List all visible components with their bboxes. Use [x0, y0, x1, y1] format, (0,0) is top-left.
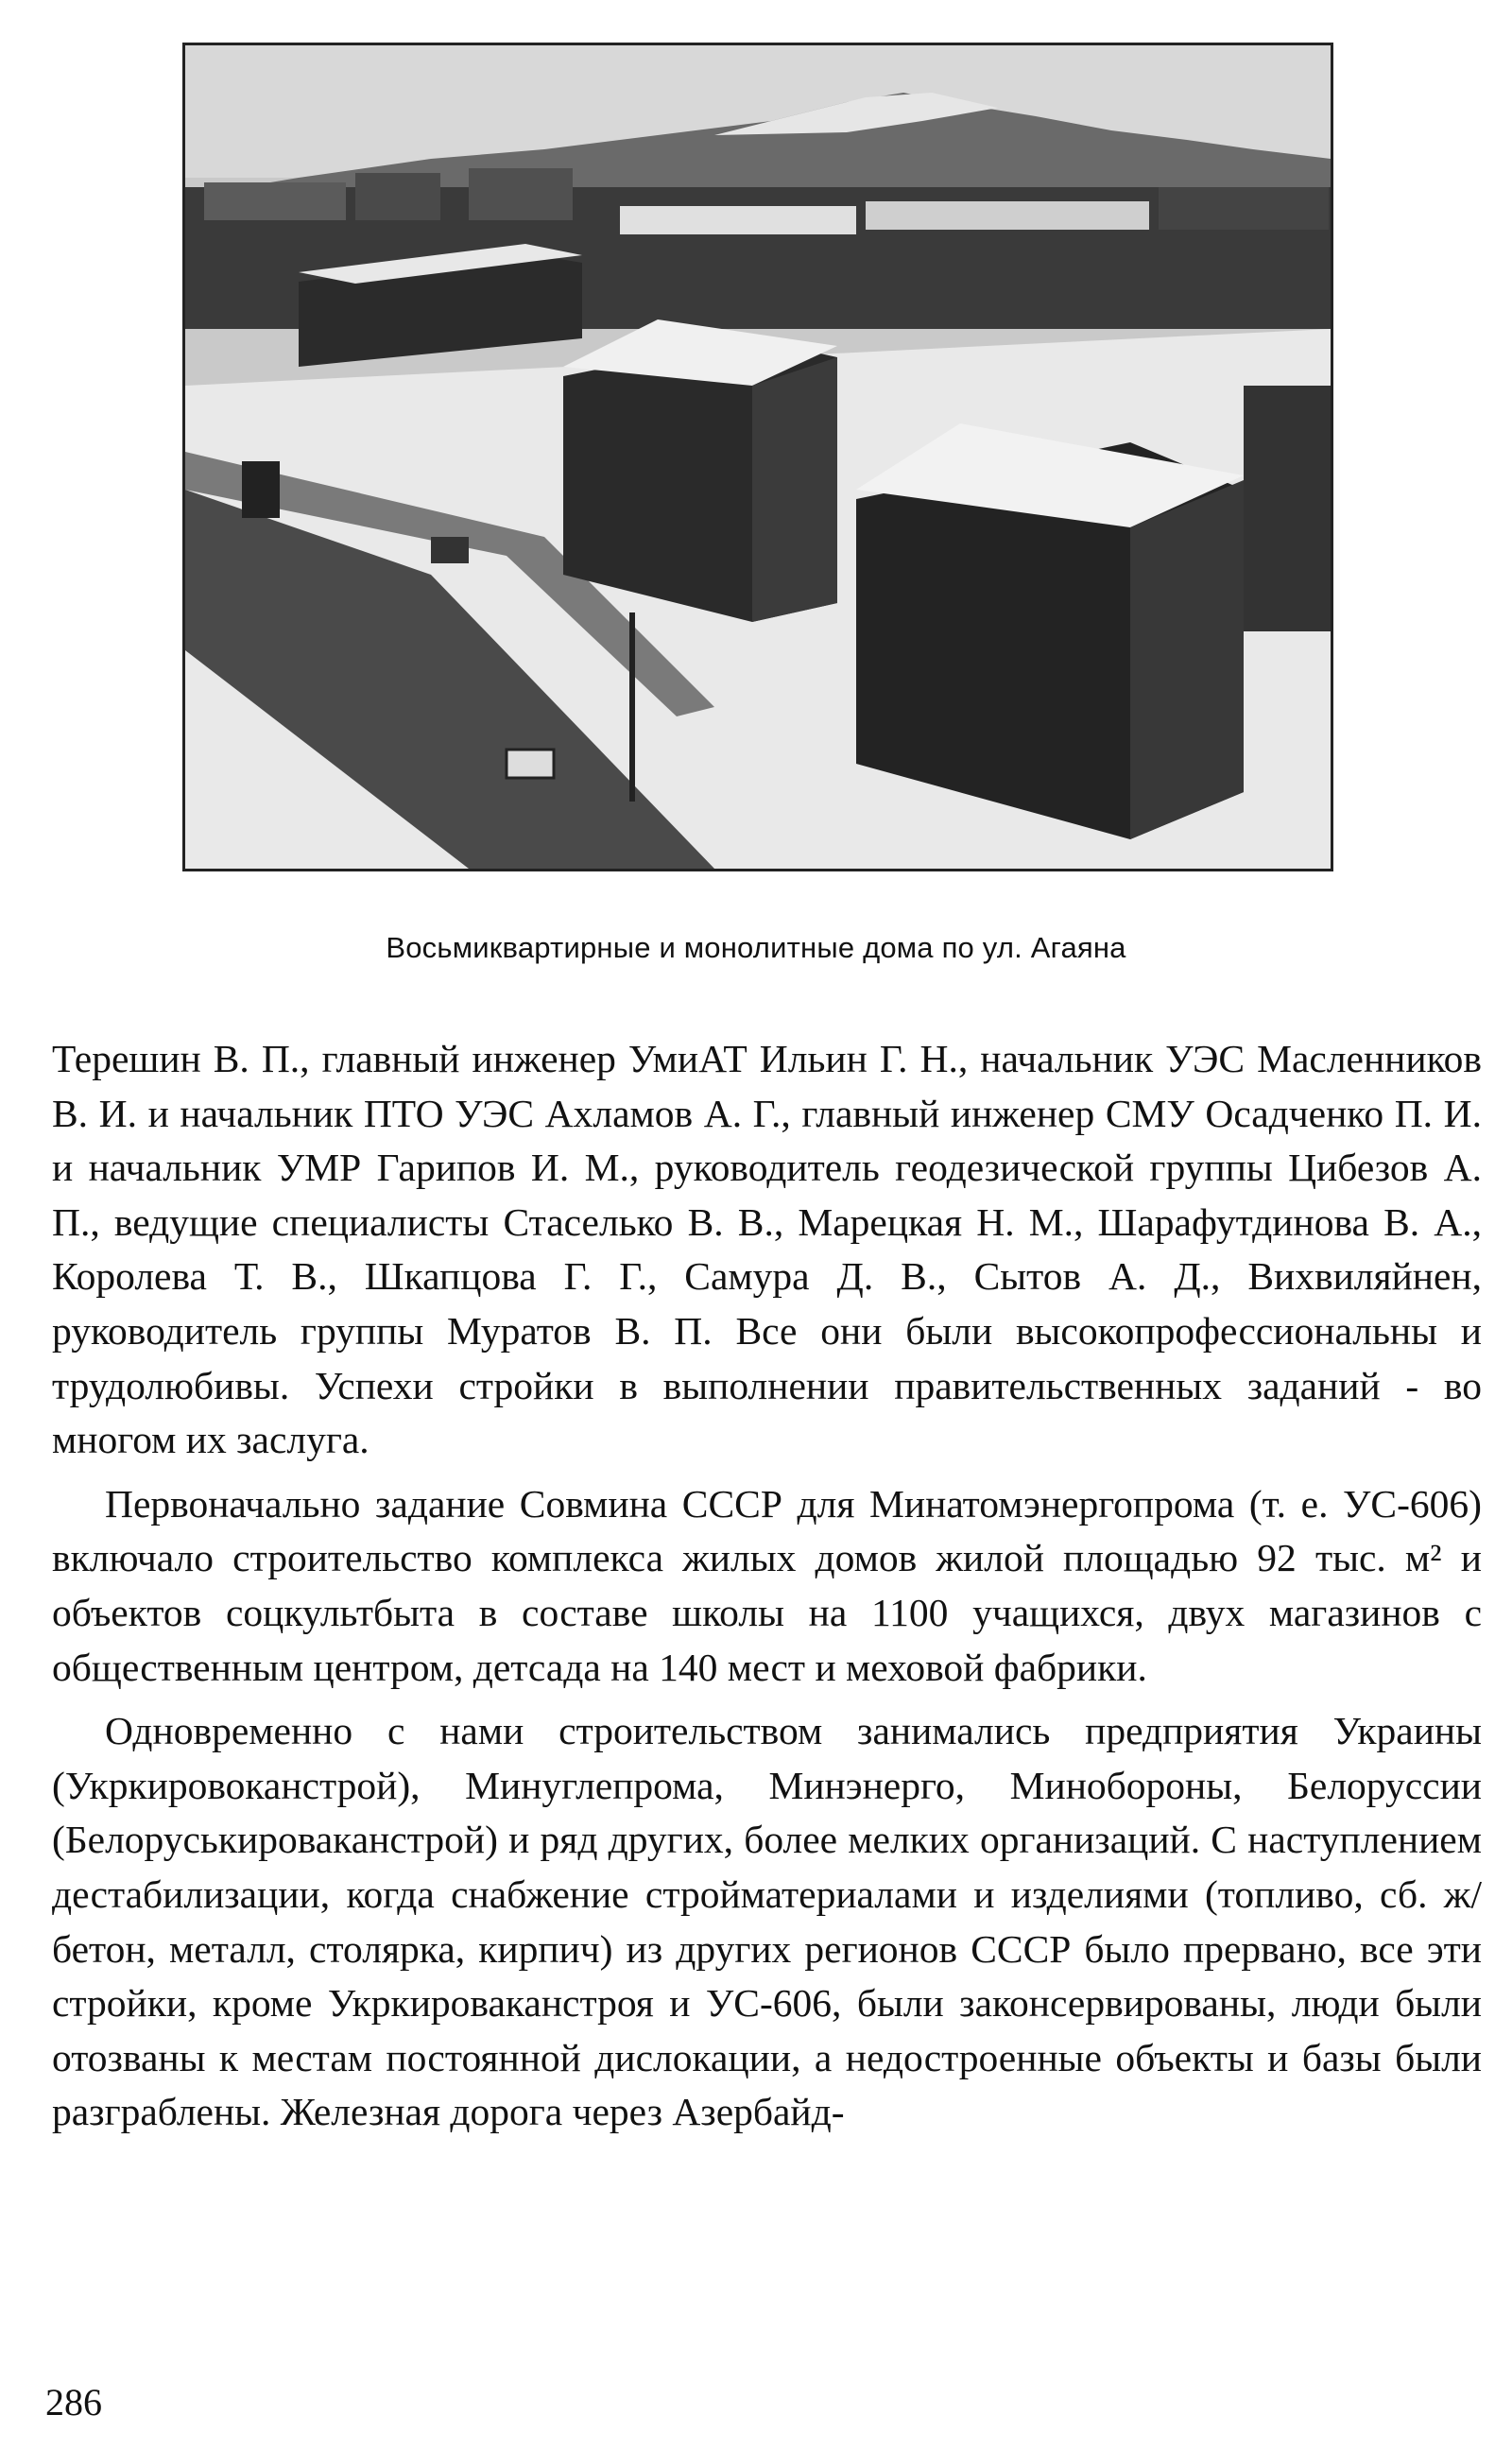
page-number: 286: [45, 2381, 102, 2423]
photo-caption: Восьмиквартирные и монолитные дома по ул. Агаяна: [386, 931, 1126, 964]
photo-buildings: [182, 43, 1333, 871]
photo-illustration: [185, 45, 1331, 869]
body-text: [52, 1032, 1482, 2140]
paragraph: Первоначально задание Совмина СССР для Минатомэнергопрома (т. е. УС-606) включало строительство комплекса жилых домов жилой площадью 92 тыс. м² и объектов соцкультбыта в составе школы на 1100 учащихся, двух магазинов с общественным центром, детсада на 140 мест и меховой фабрики.: [52, 1481, 1482, 1689]
paragraph: Терешин В. П., главный инженер УмиАТ Ильин Г. Н., начальник УЭС Масленников В. И. и начальник ПТО УЭС Ахламов А. Г., главный инженер СМУ Осадченко П. И. и начальник УМР Гарипов И. М., руководитель геодезической группы Цибезов А. П., ведущие специалисты Стаселько В. В., Марецкая Н. М., Шарафутдинова В. А., Королева Т. В., Шкапцова Г. Г., Самура Д. В., Сытов А. Д., Вихвиляйнен, руководитель группы Муратов В. П. Все они были высокопрофессиональны и трудолюбивы. Успехи стройки в выполнении правительственных заданий - во многом их заслуга.: [52, 1037, 1482, 1462]
paragraph: Одновременно с нами строительством занимались предприятия Украины (Укркировоканстрой), Минуглепрома, Минэнерго, Минобороны, Белоруссии (Белоруськироваканстрой) и ряд других, более мелких организаций. С наступлением дестабилизации, когда снабжение стройматериалами и изделиями (топливо, сб. ж/бетон, металл, столярка, кирпич) из других регионов СССР было прервано, все эти стройки, кроме Укркироваканстроя и УС-606, были законсервированы, люди были отозваны к местам постоянной дислокации, а недостроенные объекты и базы были разграблены. Железная дорога через Азербайд-: [52, 1709, 1482, 2134]
